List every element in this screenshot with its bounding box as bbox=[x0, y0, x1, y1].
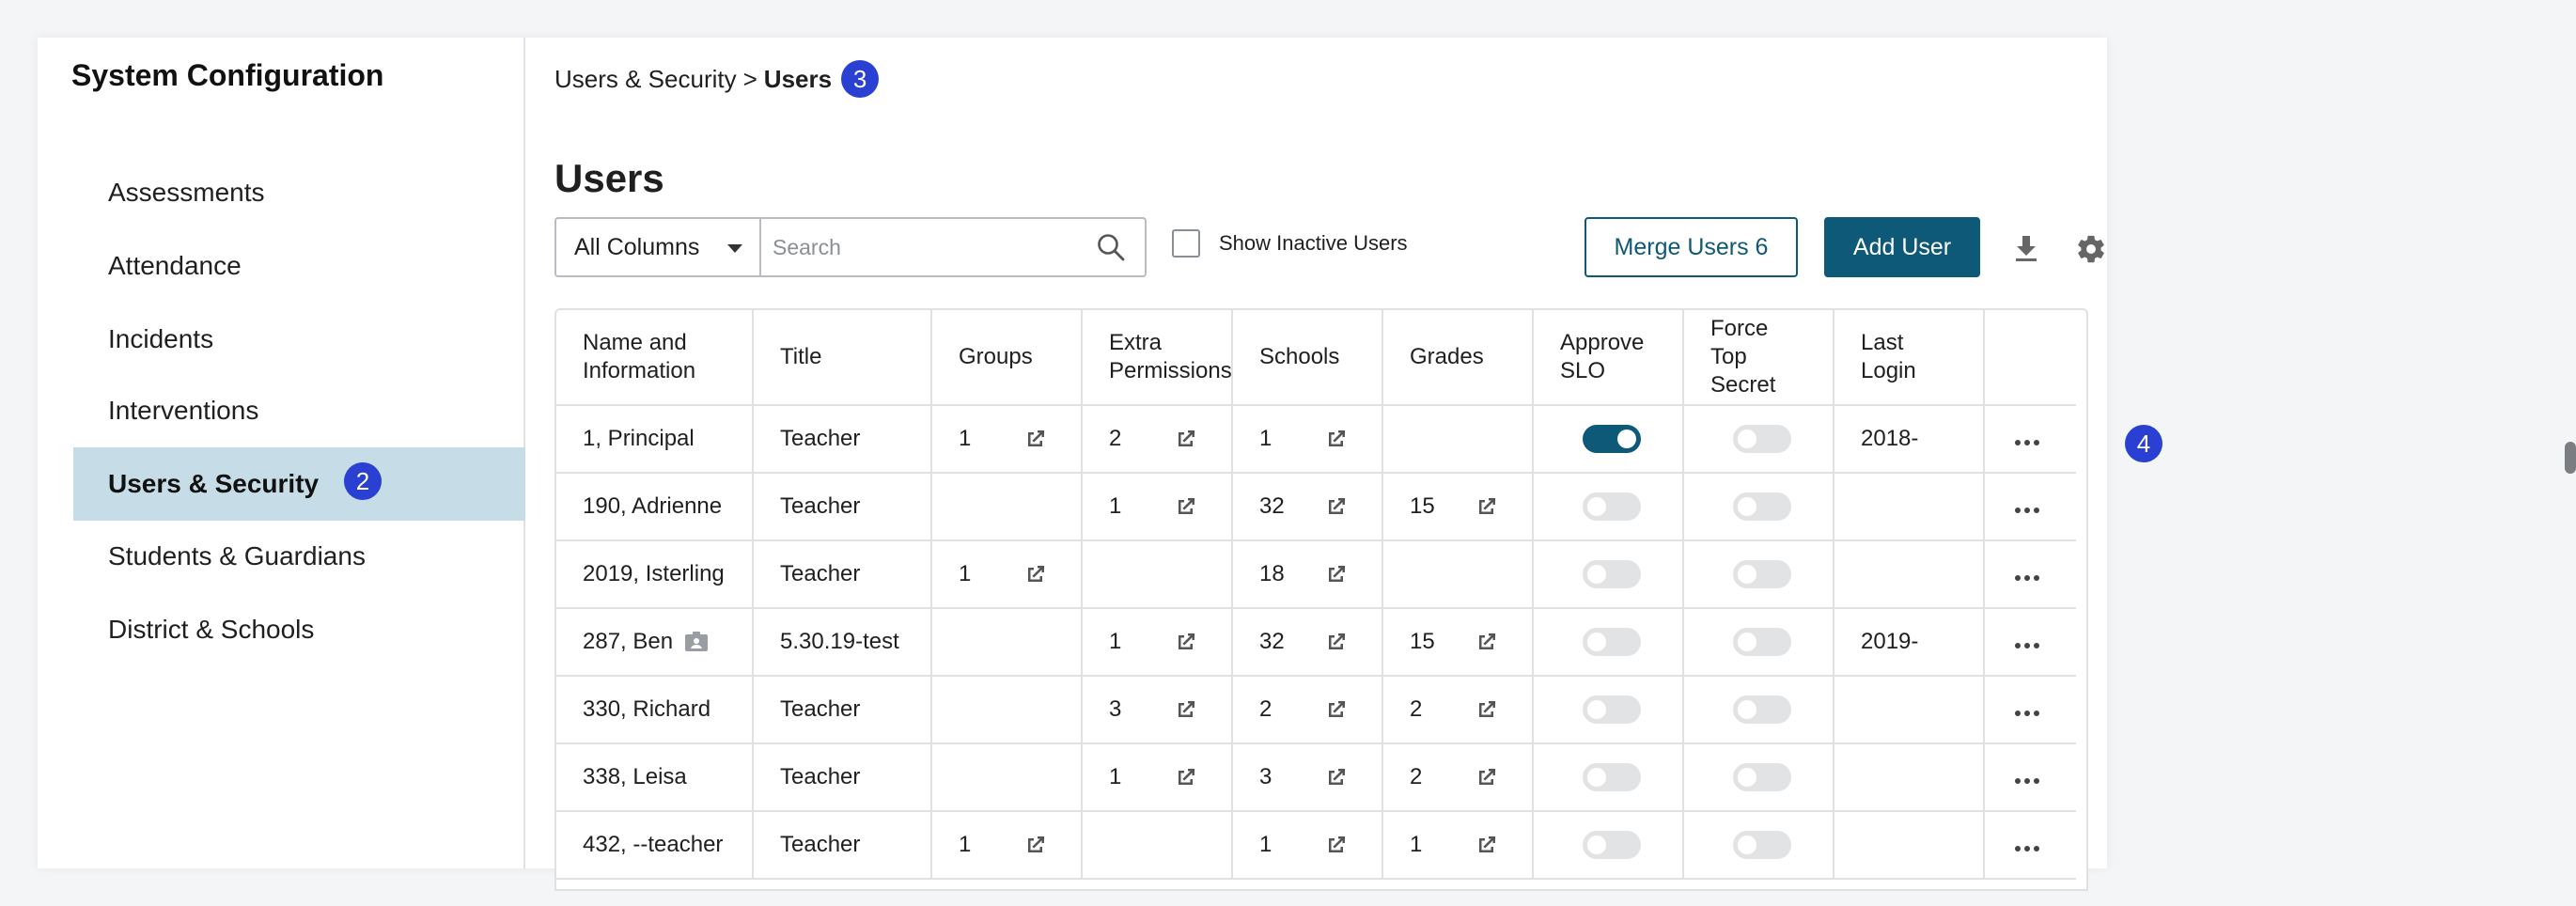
table-row[interactable] bbox=[556, 743, 2076, 811]
cell-value: Teacher bbox=[780, 426, 861, 452]
more-icon[interactable] bbox=[2015, 575, 2039, 581]
cell-value: 32 bbox=[1259, 629, 1285, 654]
cell-value: 18 bbox=[1259, 561, 1285, 586]
cell-value: 1, Principal bbox=[583, 426, 695, 452]
column-header-extra-label: Permissions bbox=[1109, 358, 1232, 383]
cell-extra bbox=[1082, 473, 1232, 540]
count-link[interactable] bbox=[959, 426, 1081, 452]
cell-value: 32 bbox=[1259, 493, 1285, 519]
config-panel bbox=[38, 38, 2151, 868]
cell-value: Teacher bbox=[780, 764, 861, 790]
cell-approve bbox=[1533, 608, 1683, 676]
cell-actions bbox=[1984, 743, 2076, 811]
approve-toggle[interactable] bbox=[1583, 628, 1641, 656]
cell-actions bbox=[1984, 608, 2076, 676]
cell-extra bbox=[1082, 743, 1232, 811]
force-toggle[interactable] bbox=[1733, 628, 1791, 656]
download-icon[interactable] bbox=[2012, 233, 2040, 263]
cell-title bbox=[753, 676, 931, 743]
breadcrumb-separator: > bbox=[742, 64, 757, 93]
main-content bbox=[527, 38, 2151, 868]
cell-value: 1 bbox=[1259, 426, 1272, 451]
cell-force bbox=[1683, 405, 1834, 473]
table-row[interactable] bbox=[556, 540, 2076, 608]
approve-toggle[interactable] bbox=[1583, 831, 1641, 859]
cell-title bbox=[753, 405, 931, 473]
sidebar-item-users-security[interactable] bbox=[73, 447, 525, 521]
sidebar-item-label: Attendance bbox=[108, 251, 242, 280]
cell-last bbox=[1834, 473, 1984, 540]
cell-name bbox=[556, 608, 753, 676]
cell-force bbox=[1683, 608, 1834, 676]
cell-approve bbox=[1533, 811, 1683, 879]
external-link-icon[interactable] bbox=[1325, 563, 1348, 586]
cell-name bbox=[556, 405, 753, 473]
force-toggle[interactable] bbox=[1733, 763, 1791, 791]
cell-approve bbox=[1533, 473, 1683, 540]
cell-value: 330, Richard bbox=[583, 696, 711, 723]
approve-toggle[interactable] bbox=[1583, 492, 1641, 521]
force-toggle[interactable] bbox=[1733, 695, 1791, 724]
cell-approve bbox=[1533, 676, 1683, 743]
more-icon[interactable] bbox=[2015, 846, 2039, 851]
column-header-extra-label: Extra bbox=[1109, 330, 1163, 355]
external-link-icon[interactable] bbox=[1475, 495, 1498, 518]
external-link-icon[interactable] bbox=[1175, 495, 1197, 518]
external-link-icon[interactable] bbox=[1325, 495, 1348, 518]
column-header-title[interactable]: Title bbox=[753, 310, 931, 405]
cell-force bbox=[1683, 473, 1834, 540]
cell-value: Teacher bbox=[780, 832, 861, 858]
sidebar-item-label: Students & Guardians bbox=[108, 541, 366, 570]
cell-groups bbox=[931, 473, 1082, 540]
cell-force bbox=[1683, 676, 1834, 743]
external-link-icon[interactable] bbox=[1175, 428, 1197, 450]
breadcrumb-parent-link[interactable]: Users & Security bbox=[554, 64, 737, 93]
cell-groups bbox=[931, 743, 1082, 811]
column-header-name[interactable]: Name and Information bbox=[556, 310, 753, 405]
count-link[interactable] bbox=[1259, 493, 1382, 520]
column-header-schools[interactable]: Schools bbox=[1232, 310, 1382, 405]
cell-title bbox=[753, 811, 931, 879]
cell-name bbox=[556, 743, 753, 811]
cell-actions bbox=[1984, 811, 2076, 879]
count-link[interactable] bbox=[1109, 764, 1231, 790]
external-link-icon[interactable] bbox=[1325, 428, 1348, 450]
cell-name bbox=[556, 676, 753, 743]
count-link[interactable] bbox=[1259, 426, 1382, 452]
table-scrollbar[interactable] bbox=[2565, 442, 2576, 474]
cell-value: 338, Leisa bbox=[583, 764, 687, 790]
cell-groups bbox=[931, 676, 1082, 743]
column-header-grades[interactable]: Grades bbox=[1382, 310, 1533, 405]
cell-value: Teacher bbox=[780, 561, 861, 587]
cell-grades bbox=[1382, 473, 1533, 540]
count-link[interactable] bbox=[1259, 561, 1382, 587]
cell-name bbox=[556, 811, 753, 879]
cell-grades bbox=[1382, 811, 1533, 879]
cell-value: 190, Adrienne bbox=[583, 493, 723, 520]
cell-value: 3 bbox=[1109, 696, 1122, 722]
count-link[interactable] bbox=[1259, 764, 1382, 790]
table-header-row bbox=[556, 310, 2076, 405]
cell-schools bbox=[1232, 743, 1382, 811]
cell-value: 1 bbox=[1410, 832, 1423, 857]
approve-toggle[interactable] bbox=[1583, 695, 1641, 724]
sidebar-item-district-schools[interactable] bbox=[73, 593, 525, 666]
sidebar-item-attendance[interactable] bbox=[73, 229, 525, 303]
cell-grades bbox=[1382, 676, 1533, 743]
count-link[interactable] bbox=[1109, 426, 1231, 452]
step-badge: 4 bbox=[2125, 425, 2162, 462]
cell-groups bbox=[931, 608, 1082, 676]
cell-value: 2 bbox=[1410, 696, 1423, 722]
force-toggle[interactable] bbox=[1733, 425, 1791, 453]
cell-value: 3 bbox=[1259, 764, 1272, 789]
sidebar-item-label: Users & Security bbox=[108, 469, 320, 498]
external-link-icon[interactable] bbox=[1325, 698, 1348, 721]
caret-down-icon bbox=[727, 244, 742, 253]
cell-value: 432, --teacher bbox=[583, 832, 724, 858]
count-link[interactable] bbox=[959, 832, 1081, 858]
count-link[interactable] bbox=[1109, 696, 1231, 723]
gear-icon[interactable] bbox=[2075, 233, 2107, 265]
table-row[interactable] bbox=[556, 608, 2076, 676]
count-link[interactable] bbox=[1259, 832, 1382, 858]
cell-schools bbox=[1232, 608, 1382, 676]
cell-grades bbox=[1382, 405, 1533, 473]
cell-value: 5.30.19-test bbox=[780, 629, 899, 655]
cell-value: 1 bbox=[959, 832, 972, 857]
cell-last bbox=[1834, 608, 1984, 676]
users-table bbox=[556, 310, 2076, 880]
more-icon[interactable] bbox=[2015, 508, 2039, 513]
cell-actions bbox=[1984, 473, 2076, 540]
sidebar bbox=[38, 38, 525, 868]
cell-actions bbox=[1984, 405, 2076, 473]
step-badge: 2 bbox=[344, 462, 382, 500]
cell-value: 2 bbox=[1109, 426, 1122, 451]
cell-extra bbox=[1082, 405, 1232, 473]
cell-actions bbox=[1984, 540, 2076, 608]
cell-value: 1 bbox=[1109, 764, 1122, 789]
count-link[interactable] bbox=[1410, 493, 1532, 520]
users-table-container[interactable] bbox=[554, 308, 2088, 891]
show-inactive-checkbox[interactable] bbox=[1172, 229, 1200, 258]
count-link[interactable] bbox=[1259, 629, 1382, 655]
cell-groups bbox=[931, 540, 1082, 608]
sidebar-item-incidents[interactable] bbox=[73, 303, 525, 376]
external-link-icon[interactable] bbox=[1325, 766, 1348, 789]
merge-users-button[interactable]: Merge Users 6 bbox=[1585, 217, 1798, 277]
cell-grades bbox=[1382, 608, 1533, 676]
count-link[interactable] bbox=[1259, 696, 1382, 723]
force-toggle[interactable] bbox=[1733, 492, 1791, 521]
cell-value: 1 bbox=[1259, 832, 1272, 857]
column-header-actions bbox=[1984, 310, 2076, 405]
sidebar-item-assessments[interactable] bbox=[73, 156, 525, 229]
external-link-icon[interactable] bbox=[1475, 766, 1498, 789]
external-link-icon[interactable] bbox=[1475, 698, 1498, 721]
cell-value: 2019- bbox=[1861, 629, 1919, 655]
column-filter-value: All Columns bbox=[574, 233, 700, 260]
external-link-icon[interactable] bbox=[1024, 428, 1047, 450]
external-link-icon[interactable] bbox=[1325, 834, 1348, 856]
page-title: Users bbox=[554, 156, 664, 200]
more-icon[interactable] bbox=[2015, 711, 2039, 716]
more-icon[interactable] bbox=[2015, 643, 2039, 648]
external-link-icon[interactable] bbox=[1475, 834, 1498, 856]
cell-actions bbox=[1984, 676, 2076, 743]
cell-schools bbox=[1232, 540, 1382, 608]
sidebar-item-interventions[interactable] bbox=[73, 374, 525, 447]
cell-extra bbox=[1082, 676, 1232, 743]
cell-last bbox=[1834, 405, 1984, 473]
cell-schools bbox=[1232, 811, 1382, 879]
count-link[interactable] bbox=[1109, 493, 1231, 520]
cell-force bbox=[1683, 540, 1834, 608]
cell-force bbox=[1683, 743, 1834, 811]
more-icon[interactable] bbox=[2015, 778, 2039, 784]
sidebar-item-students-guardians[interactable] bbox=[73, 520, 525, 593]
table-row[interactable] bbox=[556, 676, 2076, 743]
cell-groups bbox=[931, 405, 1082, 473]
force-toggle[interactable] bbox=[1733, 560, 1791, 588]
cell-schools bbox=[1232, 405, 1382, 473]
external-link-icon[interactable] bbox=[1024, 563, 1047, 586]
cell-approve bbox=[1533, 405, 1683, 473]
cell-schools bbox=[1232, 676, 1382, 743]
table-row[interactable] bbox=[556, 405, 2076, 473]
search-icon[interactable] bbox=[1096, 232, 1126, 262]
approve-toggle[interactable] bbox=[1583, 560, 1641, 588]
cell-last bbox=[1834, 811, 1984, 879]
external-link-icon[interactable] bbox=[1175, 698, 1197, 721]
cell-value: 287, Ben bbox=[583, 629, 674, 655]
breadcrumb bbox=[554, 60, 879, 98]
column-filter-select[interactable] bbox=[554, 217, 759, 277]
cell-name bbox=[556, 540, 753, 608]
table-row[interactable] bbox=[556, 473, 2076, 540]
external-link-icon[interactable] bbox=[1024, 834, 1047, 856]
external-link-icon[interactable] bbox=[1175, 631, 1197, 653]
cell-last bbox=[1834, 676, 1984, 743]
cell-grades bbox=[1382, 743, 1533, 811]
sidebar-item-label: Assessments bbox=[108, 178, 265, 207]
show-inactive-toggle[interactable] bbox=[1172, 229, 1408, 258]
cell-schools bbox=[1232, 473, 1382, 540]
column-header-approve-slo[interactable]: Approve SLO bbox=[1533, 310, 1683, 405]
count-link[interactable] bbox=[1410, 764, 1532, 790]
external-link-icon[interactable] bbox=[1475, 631, 1498, 653]
count-link[interactable] bbox=[1410, 629, 1532, 655]
search-box bbox=[759, 217, 1147, 277]
cell-value: Teacher bbox=[780, 493, 861, 520]
cell-value: 2018- bbox=[1861, 426, 1919, 452]
cell-groups bbox=[931, 811, 1082, 879]
approve-toggle[interactable] bbox=[1583, 763, 1641, 791]
step-badge: 3 bbox=[841, 60, 879, 98]
approve-toggle[interactable] bbox=[1583, 425, 1641, 453]
cell-value: Teacher bbox=[780, 696, 861, 723]
column-header-extra-permissions[interactable] bbox=[1082, 310, 1232, 405]
cell-title bbox=[753, 473, 931, 540]
sidebar-item-label: Interventions bbox=[108, 396, 259, 425]
force-toggle[interactable] bbox=[1733, 831, 1791, 859]
column-header-groups[interactable]: Groups bbox=[931, 310, 1082, 405]
add-user-button[interactable]: Add User bbox=[1824, 217, 1980, 277]
count-link[interactable] bbox=[1410, 696, 1532, 723]
cell-value: 15 bbox=[1410, 629, 1435, 654]
sidebar-item-label: District & Schools bbox=[108, 615, 315, 644]
id-card-icon bbox=[684, 632, 709, 652]
cell-extra bbox=[1082, 608, 1232, 676]
cell-grades bbox=[1382, 540, 1533, 608]
sidebar-title: System Configuration bbox=[71, 58, 384, 92]
cell-extra bbox=[1082, 540, 1232, 608]
cell-value: 1 bbox=[1109, 629, 1122, 654]
cell-title bbox=[753, 743, 931, 811]
cell-last bbox=[1834, 743, 1984, 811]
show-inactive-label: Show Inactive Users bbox=[1219, 231, 1408, 255]
cell-value: 1 bbox=[959, 561, 972, 586]
cell-approve bbox=[1533, 540, 1683, 608]
cell-value: 1 bbox=[959, 426, 972, 451]
cell-extra bbox=[1082, 811, 1232, 879]
cell-name bbox=[556, 473, 753, 540]
cell-value: 2019, Isterling bbox=[583, 561, 725, 587]
count-link[interactable] bbox=[1109, 629, 1231, 655]
count-link[interactable] bbox=[959, 561, 1081, 587]
cell-approve bbox=[1533, 743, 1683, 811]
cell-last bbox=[1834, 540, 1984, 608]
more-icon[interactable] bbox=[2015, 440, 2039, 445]
cell-value: 2 bbox=[1410, 764, 1423, 789]
cell-title bbox=[753, 540, 931, 608]
breadcrumb-current: Users bbox=[763, 64, 833, 93]
column-header-force-top-secret[interactable]: Force Top Secret bbox=[1683, 310, 1834, 405]
count-link[interactable] bbox=[1410, 832, 1532, 858]
external-link-icon[interactable] bbox=[1175, 766, 1197, 789]
cell-value: 15 bbox=[1410, 493, 1435, 519]
sidebar-item-label: Incidents bbox=[108, 324, 214, 353]
cell-title bbox=[753, 608, 931, 676]
search-input[interactable] bbox=[773, 228, 1073, 266]
table-row[interactable] bbox=[556, 811, 2076, 879]
column-header-last-login[interactable]: Last Login bbox=[1834, 310, 1984, 405]
external-link-icon[interactable] bbox=[1325, 631, 1348, 653]
cell-force bbox=[1683, 811, 1834, 879]
cell-value: 2 bbox=[1259, 696, 1272, 722]
cell-value: 1 bbox=[1109, 493, 1122, 519]
